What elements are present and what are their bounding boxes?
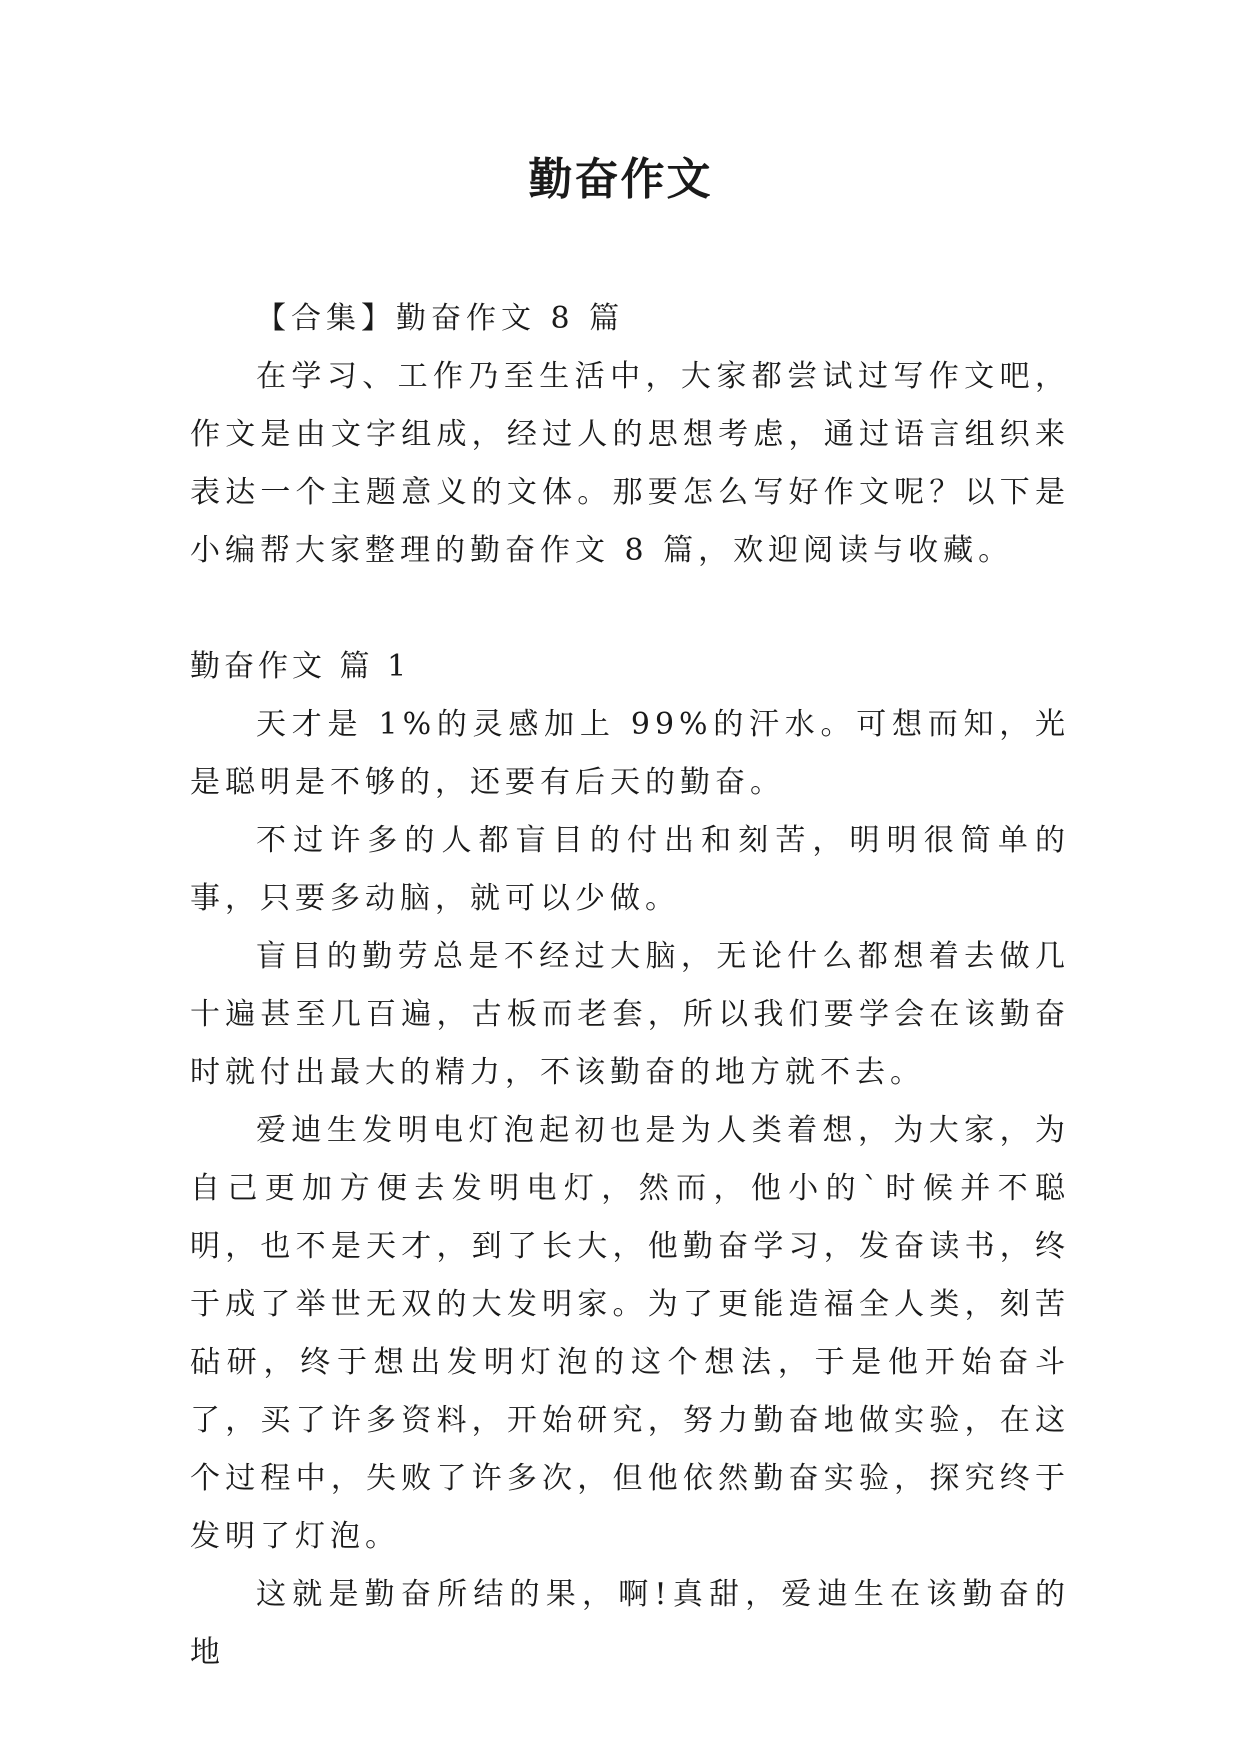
body-paragraph: 爱迪生发明电灯泡起初也是为人类着想，为大家，为自己更加方便去发明电灯，然而，他小的`时候并不聪明，也不是天才，到了长大，他勤奋学习，发奋读书，终于成了举世无双的大发明家。为了更能造福全人类，刻苦砧研，终于想出发明灯泡的这个想法，于是他开始奋斗了，买了许多资料，开始研究，努力勤奋地做实验，在这个过程中，失败了许多次，但他依然勤奋实验，探究终于发明了灯泡。 — [190, 1113, 1070, 1554]
body-paragraph: 天才是 1%的灵感加上 99%的汗水。可想而知，光是聪明是不够的，还要有后天的勤奋。 — [190, 707, 1070, 800]
body-paragraph: 盲目的勤劳总是不经过大脑，无论什么都想着去做几十遍甚至几百遍，古板而老套，所以我们要学会在该勤奋时就付出最大的精力，不该勤奋的地方就不去。 — [190, 939, 1070, 1090]
body-paragraph: 这就是勤奋所结的果，啊!真甜，爱迪生在该勤奋的地 — [190, 1577, 1070, 1670]
section-spacer — [190, 580, 1070, 638]
body-paragraph: 不过许多的人都盲目的付出和刻苦，明明很简单的事，只要多动脑，就可以少做。 — [190, 823, 1070, 916]
section-heading: 勤奋作文 篇 1 — [190, 649, 411, 684]
document-title: 勤奋作文 — [528, 154, 713, 205]
document-body — [190, 290, 1070, 1682]
intro-heading: 【合集】勤奋作文 8 篇 — [256, 301, 625, 336]
intro-paragraph: 在学习、工作乃至生活中，大家都尝试过写作文吧，作文是由文字组成，经过人的思想考虑，通过语言组织来表达一个主题意义的文体。那要怎么写好作文呢？以下是小编帮大家整理的勤奋作文 8 篇，欢迎阅读与收藏。 — [190, 359, 1070, 568]
